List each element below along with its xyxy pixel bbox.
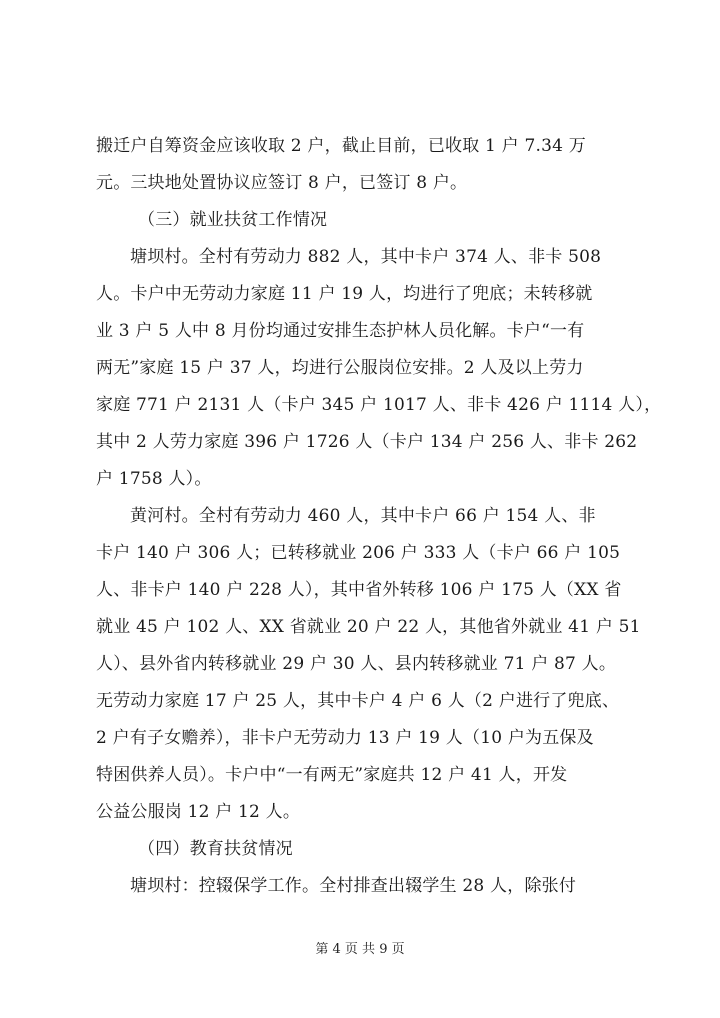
text-line: 人。卡户中无劳动力家庭 11 户 19 人，均进行了兜底；未转移就 (96, 284, 593, 304)
text-line: 搬迁户自筹资金应该收取 2 户，截止目前，已收取 1 户 7.34 万 (96, 136, 586, 156)
text-line: 就业 45 户 102 人、XX 省就业 20 户 22 人，其他省外就业 41 户 51 (96, 617, 641, 637)
text-line: 业 3 户 5 人中 8 月份均通过安排生态护林人员化解。卡户“一有 (96, 321, 585, 341)
text-line: 特困供养人员）。卡户中“一有两无”家庭共 12 户 41 人，开发 (96, 765, 568, 785)
page-footer: 第 4 页 共 9 页 (315, 942, 405, 957)
text-line: 塘坝村：控辍保学工作。全村排查出辍学生 28 人，除张付 (130, 876, 577, 896)
text-line: 人）、县外省内转移就业 29 户 30 人、县内转移就业 71 户 87 人。 (96, 654, 617, 674)
section-heading: （四）教育扶贫情况 (138, 839, 293, 859)
text-line: 公益公服岗 12 户 12 人。 (96, 802, 301, 822)
text-line: 无劳动力家庭 17 户 25 人，其中卡户 4 户 6 人（2 户进行了兜底、 (96, 691, 620, 711)
text-line: 黄河村。全村有劳动力 460 人，其中卡户 66 户 154 人、非 (130, 506, 596, 526)
text-line: 2 户有子女赡养），非卡户无劳动力 13 户 19 人（10 户为五保及 (96, 728, 594, 748)
text-line: 人、非卡户 140 户 228 人），其中省外转移 106 户 175 人（XX 省 (96, 580, 622, 600)
section-heading: （三）就业扶贫工作情况 (138, 210, 328, 230)
text-line: 其中 2 人劳力家庭 396 户 1726 人（卡户 134 户 256 人、非卡 262 (96, 432, 638, 452)
text-line: 户 1758 人）。 (96, 469, 212, 489)
text-line: 两无”家庭 15 户 37 人，均进行公服岗位安排。2 人及以上劳力 (96, 358, 584, 378)
text-line: 卡户 140 户 306 人；已转移就业 206 户 333 人（卡户 66 户 105 (96, 543, 621, 563)
text-line: 塘坝村。全村有劳动力 882 人，其中卡户 374 人、非卡 508 (130, 247, 602, 267)
text-line: 元。三块地处置协议应签订 8 户，已签订 8 户。 (96, 173, 468, 193)
document-body (96, 128, 662, 905)
text-line: 家庭 771 户 2131 人（卡户 345 户 1017 人、非卡 426 户 1114 人）， (96, 395, 662, 415)
